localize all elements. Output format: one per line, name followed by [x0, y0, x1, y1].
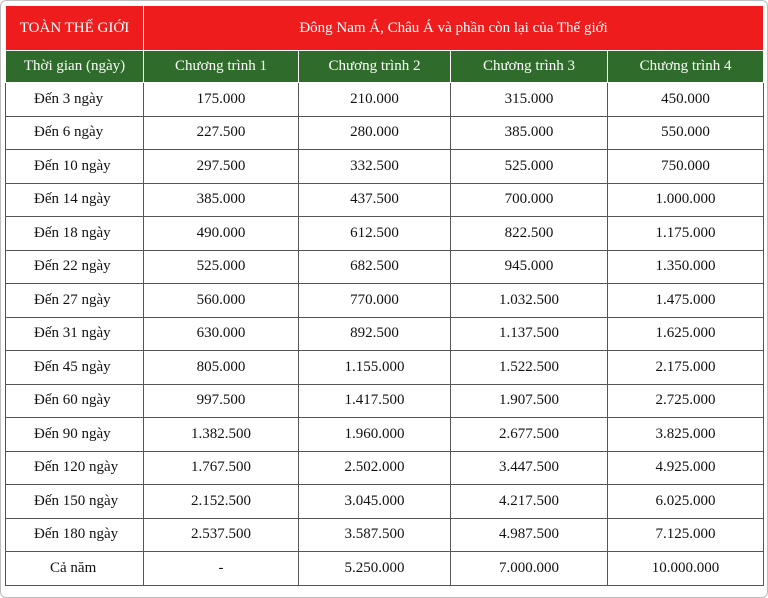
duration-label: Đến 150 ngày: [6, 485, 144, 519]
duration-label: Đến 22 ngày: [6, 250, 144, 284]
table-row: [6, 418, 764, 452]
price-cell-program-4: 1.175.000: [608, 217, 764, 251]
price-cell-program-3: 1.907.500: [451, 384, 608, 418]
price-cell-program-3: 2.677.500: [451, 418, 608, 452]
table-body: [6, 83, 764, 586]
duration-label: Đến 14 ngày: [6, 183, 144, 217]
table-row: [6, 451, 764, 485]
price-cell-program-4: 1.000.000: [608, 183, 764, 217]
table-row: [6, 317, 764, 351]
price-cell-program-2: 1.417.500: [299, 384, 451, 418]
price-cell-program-1: 1.767.500: [144, 451, 299, 485]
price-cell-program-2: 5.250.000: [299, 552, 451, 586]
price-cell-program-3: 315.000: [451, 83, 608, 117]
price-cell-program-1: 805.000: [144, 351, 299, 385]
price-cell-program-4: 1.350.000: [608, 250, 764, 284]
price-cell-program-4: 3.825.000: [608, 418, 764, 452]
price-cell-program-2: 3.587.500: [299, 518, 451, 552]
table-row: [6, 485, 764, 519]
duration-label: Đến 27 ngày: [6, 284, 144, 318]
table-row: [6, 250, 764, 284]
price-cell-program-4: 7.125.000: [608, 518, 764, 552]
price-cell-program-4: 1.625.000: [608, 317, 764, 351]
price-cell-program-1: 297.500: [144, 150, 299, 184]
price-cell-program-2: 280.000: [299, 116, 451, 150]
price-cell-program-1: 560.000: [144, 284, 299, 318]
duration-label: Đến 18 ngày: [6, 217, 144, 251]
price-cell-program-1: 490.000: [144, 217, 299, 251]
price-cell-program-4: 550.000: [608, 116, 764, 150]
price-cell-program-2: 682.500: [299, 250, 451, 284]
price-cell-program-2: 1.960.000: [299, 418, 451, 452]
price-cell-program-4: 750.000: [608, 150, 764, 184]
price-cell-program-1: -: [144, 552, 299, 586]
table-row: [6, 150, 764, 184]
duration-label: Đến 90 ngày: [6, 418, 144, 452]
price-cell-program-1: 630.000: [144, 317, 299, 351]
region-header-row: [6, 6, 764, 51]
price-cell-program-2: 892.500: [299, 317, 451, 351]
column-header-duration: Thời gian (ngày): [6, 51, 144, 83]
price-cell-program-2: 3.045.000: [299, 485, 451, 519]
price-cell-program-4: 10.000.000: [608, 552, 764, 586]
column-header-program-3: Chương trình 3: [451, 51, 608, 83]
duration-label: Đến 180 ngày: [6, 518, 144, 552]
table-row: [6, 384, 764, 418]
region-left-label: TOÀN THẾ GIỚI: [6, 6, 144, 51]
table-row: [6, 552, 764, 586]
price-cell-program-3: 1.522.500: [451, 351, 608, 385]
table-row: [6, 284, 764, 318]
price-cell-program-1: 2.537.500: [144, 518, 299, 552]
table-row: [6, 217, 764, 251]
duration-label: Đến 10 ngày: [6, 150, 144, 184]
duration-label: Đến 3 ngày: [6, 83, 144, 117]
price-cell-program-1: 2.152.500: [144, 485, 299, 519]
duration-label: Đến 45 ngày: [6, 351, 144, 385]
table-row: [6, 83, 764, 117]
price-cell-program-4: 4.925.000: [608, 451, 764, 485]
price-cell-program-3: 3.447.500: [451, 451, 608, 485]
price-cell-program-2: 1.155.000: [299, 351, 451, 385]
price-cell-program-1: 1.382.500: [144, 418, 299, 452]
price-cell-program-2: 210.000: [299, 83, 451, 117]
price-cell-program-3: 4.217.500: [451, 485, 608, 519]
price-cell-program-4: 1.475.000: [608, 284, 764, 318]
price-cell-program-1: 175.000: [144, 83, 299, 117]
insurance-price-table: [5, 5, 764, 586]
duration-label: Đến 120 ngày: [6, 451, 144, 485]
table-row: [6, 518, 764, 552]
price-cell-program-4: 6.025.000: [608, 485, 764, 519]
price-cell-program-1: 227.500: [144, 116, 299, 150]
price-cell-program-2: 612.500: [299, 217, 451, 251]
price-cell-program-3: 525.000: [451, 150, 608, 184]
price-cell-program-1: 525.000: [144, 250, 299, 284]
column-header-program-4: Chương trình 4: [608, 51, 764, 83]
price-cell-program-4: 2.175.000: [608, 351, 764, 385]
price-cell-program-3: 7.000.000: [451, 552, 608, 586]
price-cell-program-3: 822.500: [451, 217, 608, 251]
table-row: [6, 351, 764, 385]
table-row: [6, 116, 764, 150]
price-cell-program-3: 385.000: [451, 116, 608, 150]
price-cell-program-3: 1.032.500: [451, 284, 608, 318]
price-cell-program-2: 770.000: [299, 284, 451, 318]
price-cell-program-3: 945.000: [451, 250, 608, 284]
column-header-row: [6, 51, 764, 83]
price-cell-program-2: 437.500: [299, 183, 451, 217]
region-right-label: Đông Nam Á, Châu Á và phần còn lại của Thế giới: [144, 6, 764, 51]
duration-label: Đến 60 ngày: [6, 384, 144, 418]
price-cell-program-4: 2.725.000: [608, 384, 764, 418]
price-cell-program-4: 450.000: [608, 83, 764, 117]
price-cell-program-2: 2.502.000: [299, 451, 451, 485]
price-cell-program-1: 997.500: [144, 384, 299, 418]
duration-label: Cả năm: [6, 552, 144, 586]
price-cell-program-3: 4.987.500: [451, 518, 608, 552]
price-cell-program-1: 385.000: [144, 183, 299, 217]
duration-label: Đến 6 ngày: [6, 116, 144, 150]
price-cell-program-3: 700.000: [451, 183, 608, 217]
price-cell-program-2: 332.500: [299, 150, 451, 184]
column-header-program-2: Chương trình 2: [299, 51, 451, 83]
table-row: [6, 183, 764, 217]
duration-label: Đến 31 ngày: [6, 317, 144, 351]
price-cell-program-3: 1.137.500: [451, 317, 608, 351]
column-header-program-1: Chương trình 1: [144, 51, 299, 83]
